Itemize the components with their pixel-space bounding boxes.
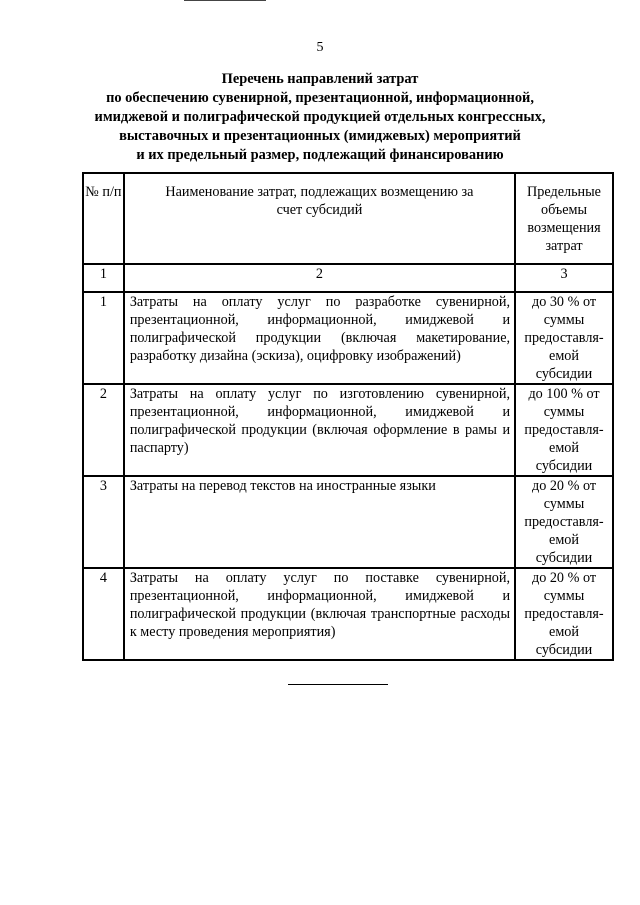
row-name: Затраты на оплату услуг по разработке сувенирной, презентационной, информационной, имиджевой и полиграфической продукции (включая макетирование, разработку дизайна (эскиза), оцифровку изображений) <box>124 292 515 384</box>
title-line: и их предельный размер, подлежащий финансированию <box>136 147 504 163</box>
row-limit-text: до 20 % от суммы предоставля-емой субсидии <box>524 478 604 566</box>
document-title <box>90 70 550 165</box>
table-row <box>83 476 613 568</box>
column-numbers-row <box>83 264 613 292</box>
title-line: Перечень направлений затрат <box>221 71 419 87</box>
row-limit-text: до 30 % от суммы предоставля-емой субсидии <box>524 294 604 382</box>
row-name: Затраты на оплату услуг по изготовлению сувенирной, презентационной, информационной, имиджевой и полиграфической продукции (включая оформление в рамы и паспарту) <box>124 384 515 476</box>
cost-limits-table <box>82 172 614 661</box>
row-limit <box>515 568 613 660</box>
page-number: 5 <box>316 40 324 55</box>
table-row <box>83 384 613 476</box>
header-name <box>124 173 515 264</box>
title-line: имиджевой и полиграфической продукцией отдельных конгрессных, <box>94 109 546 125</box>
row-num: 1 <box>83 292 124 384</box>
row-limit-text: до 100 % от суммы предоставля-емой субсидии <box>524 386 604 474</box>
header-limit <box>515 173 613 264</box>
closing-rule <box>288 684 388 685</box>
column-number: 1 <box>83 264 124 292</box>
title-line: выставочных и презентационных (имиджевых) мероприятий <box>119 128 521 144</box>
row-limit <box>515 292 613 384</box>
title-line: по обеспечению сувенирной, презентационной, информационной, <box>106 90 534 106</box>
header-name-text: Наименование затрат, подлежащих возмещению за счет субсидий <box>165 184 474 218</box>
row-num: 3 <box>83 476 124 568</box>
row-limit <box>515 384 613 476</box>
header-limit-text: Предельные объемы возмещения затрат <box>527 184 601 254</box>
row-num: 4 <box>83 568 124 660</box>
top-rule <box>184 0 266 1</box>
column-number: 2 <box>124 264 515 292</box>
header-num: № п/п <box>83 173 124 264</box>
column-number: 3 <box>515 264 613 292</box>
row-name: Затраты на перевод текстов на иностранные языки <box>124 476 515 568</box>
row-limit-text: до 20 % от суммы предоставля-емой субсидии <box>524 570 604 658</box>
row-limit <box>515 476 613 568</box>
row-name: Затраты на оплату услуг по поставке сувенирной, презентационной, информационной, имиджевой и полиграфической продукции (включая транспортные расходы к месту проведения мероприятия) <box>124 568 515 660</box>
table-row <box>83 568 613 660</box>
row-num: 2 <box>83 384 124 476</box>
table-row <box>83 292 613 384</box>
table-header-row <box>83 173 613 264</box>
